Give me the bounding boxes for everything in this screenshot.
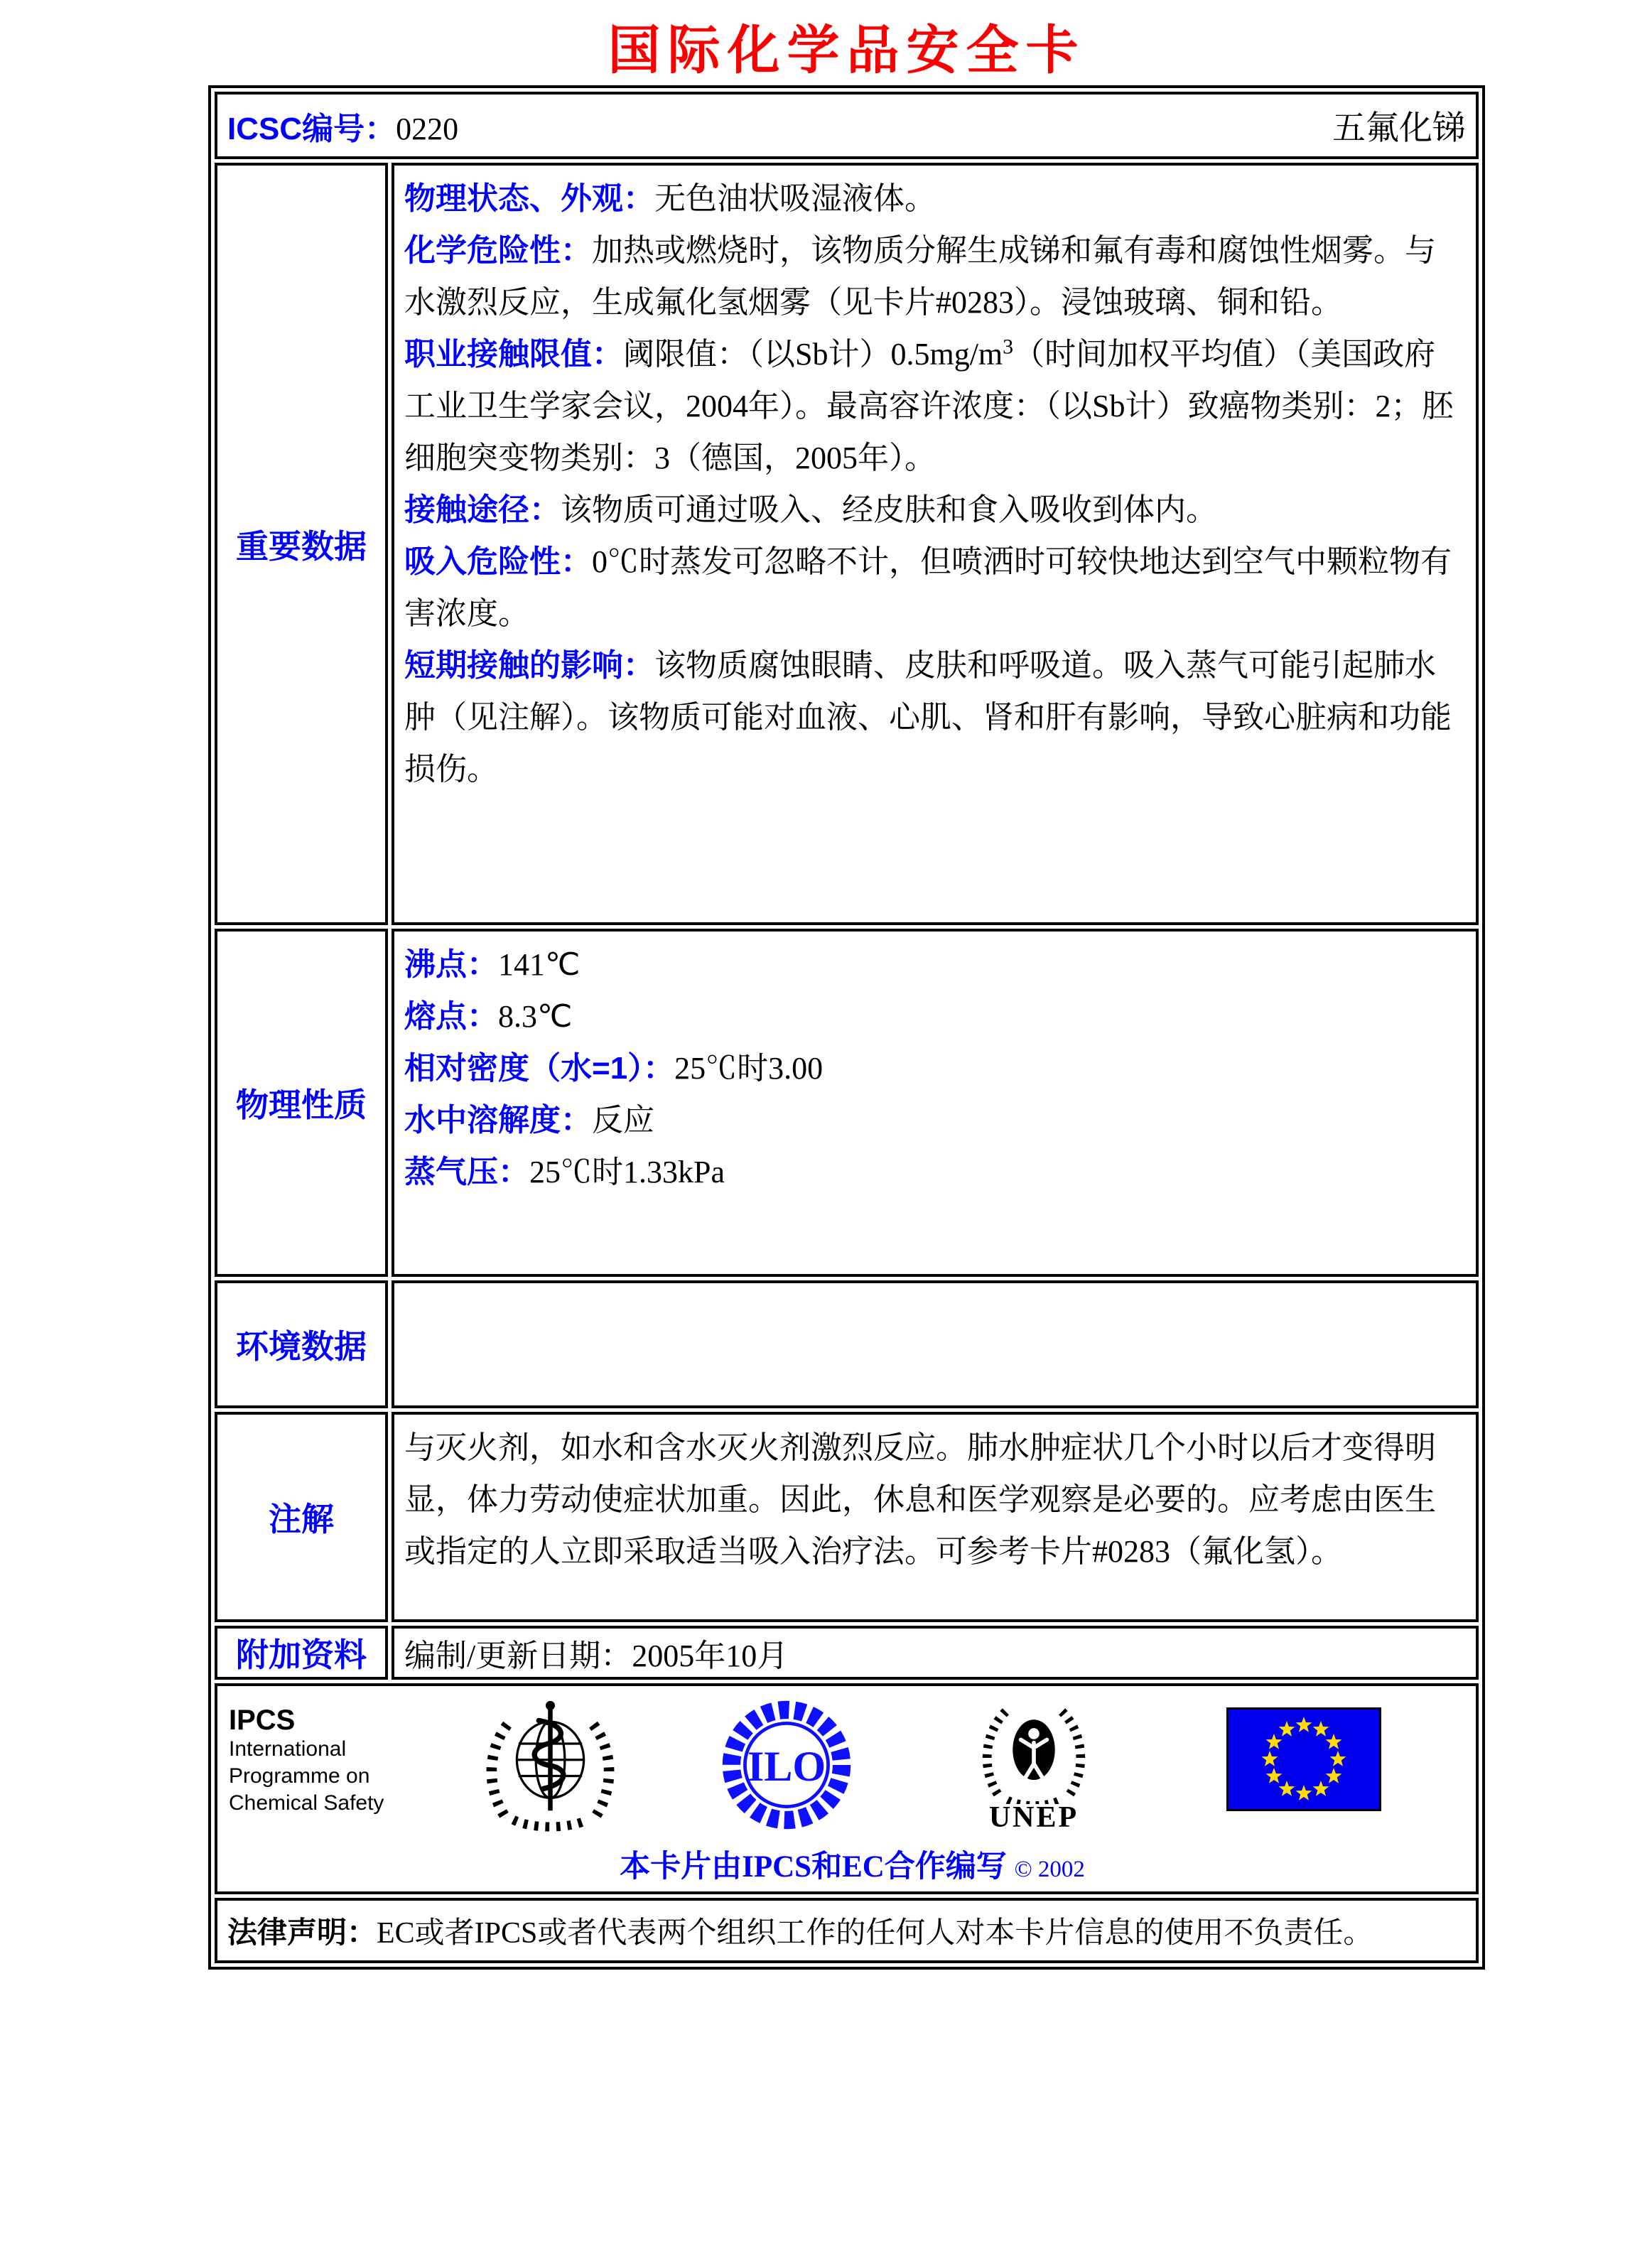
field-label: 熔点： [404, 999, 498, 1034]
row-notes [215, 1412, 1479, 1622]
prop-water-solubility: 水中溶解度：反应 [404, 1103, 654, 1138]
eu-flag-icon [1226, 1707, 1381, 1815]
field-label: 物理状态、外观： [404, 181, 654, 216]
field-inhalation-risk: 吸入危险性：0℃时蒸发可忽略不计，但喷洒时可较快地达到空气中颗粒物有害浓度。 [404, 544, 1452, 631]
ipcs-acronym: IPCS [229, 1705, 296, 1736]
cooperation-caption [229, 1842, 1476, 1886]
prop-boiling-point: 沸点：141℃ [404, 947, 581, 982]
row-physical-properties [215, 929, 1479, 1277]
unep-emblem-icon [973, 1697, 1094, 1832]
field-short-term-effects: 短期接触的影响：该物质腐蚀眼睛、皮肤和呼吸道。吸入蒸气可能引起肺水肿（见注解）。该物质可能对血液、心肌、肾和肝有影响，导致心脏病和功能损伤。 [404, 648, 1452, 787]
field-label: 水中溶解度： [404, 1103, 592, 1138]
legal-notice-text: EC或者IPCS或者代表两个组织工作的任何人对本卡片信息的使用不负责任。 [377, 1917, 1373, 1950]
ilo-emblem-icon [719, 1697, 854, 1836]
superscript: 3 [1003, 335, 1014, 359]
ilo-letters: ILO [747, 1743, 826, 1791]
chemical-name: 五氟化锑 [1332, 110, 1466, 147]
legal-notice [215, 1898, 1479, 1963]
section-label-notes: 注解 [215, 1412, 388, 1622]
section-label-important-data: 重要数据 [215, 163, 388, 925]
icsc-number-value: 0220 [396, 111, 459, 146]
prepared-date-label: 编制/更新日期： [404, 1638, 632, 1673]
card-table [208, 85, 1485, 1970]
notes-content [392, 1412, 1479, 1622]
field-chemical-dangers: 化学危险性：加热或燃烧时，该物质分解生成锑和氟有毒和腐蚀性烟雾。与水激烈反应，生成氟化氢烟雾（见卡片#0283）。浸蚀玻璃、铜和铅。 [404, 233, 1436, 320]
who-emblem-icon [481, 1697, 620, 1840]
caption-text: 本卡片由IPCS和EC合作编写 [620, 1850, 1007, 1884]
copyright-text: © 2002 [1014, 1857, 1085, 1882]
row-logos [215, 1683, 1479, 1894]
row-additional-info [215, 1626, 1479, 1680]
section-label-additional-info: 附加资料 [215, 1626, 388, 1680]
logos-cell [215, 1683, 1479, 1894]
prop-vapour-pressure: 蒸气压：25℃时1.33kPa [404, 1155, 725, 1189]
ipcs-text-block: IPCS International Programme on Chemical Safety [229, 1705, 410, 1817]
field-label: 化学危险性： [404, 233, 592, 268]
notes-text: 与灭火剂，如水和含水灭火剂激烈反应。肺水肿症状几个小时以后才变得明显，体力劳动使症状加重。因此，休息和医学观察是必要的。应考虑由医生或指定的人立即采取适当吸入治疗法。可参考卡片#0283（氟化氢）。 [404, 1430, 1436, 1569]
field-label: 接触途径： [404, 492, 561, 527]
prop-melting-point: 熔点：8.3℃ [404, 999, 573, 1034]
row-legal-notice [215, 1898, 1479, 1963]
unep-letters: UNEP [988, 1801, 1079, 1834]
row-important-data [215, 163, 1479, 925]
field-label: 职业接触限值： [404, 337, 623, 372]
row-environmental-data [215, 1280, 1479, 1408]
field-occupational-exposure-limits: 职业接触限值：阈限值：（以Sb计）$0.5mg/m^3$（时间加权平均值）（美国政府工业卫生学家会议，2004年）。最高容许浓度：（以Sb计）致癌物类别：2；胚细胞突变物类别：3（德国，2005年）。 [404, 335, 1454, 475]
field-physical-state: 物理状态、外观：无色油状吸湿液体。 [404, 181, 936, 216]
field-label: 蒸气压： [404, 1155, 529, 1189]
prop-relative-density: 相对密度（水=1）：25℃时3.00 [404, 1051, 824, 1086]
icsc-number-field [227, 103, 458, 149]
row-header [215, 92, 1479, 159]
field-label: 相对密度（水=1）： [404, 1051, 675, 1086]
section-label-environmental-data: 环境数据 [215, 1280, 388, 1408]
prepared-date-value: 2005年10月 [632, 1638, 789, 1673]
environmental-data-content [392, 1280, 1479, 1408]
icsc-number-label: ICSC编号： [227, 111, 396, 146]
legal-notice-label: 法律声明： [227, 1916, 377, 1949]
section-label-physical-properties: 物理性质 [215, 929, 388, 1277]
physical-properties-content [392, 929, 1479, 1277]
header-cell [215, 92, 1479, 159]
field-label: 沸点： [404, 947, 498, 982]
field-label: 短期接触的影响： [404, 648, 654, 683]
field-routes-of-exposure: 接触途径：该物质可通过吸入、经皮肤和食入吸收到体内。 [404, 492, 1217, 527]
page-title: 国际化学品安全卡 [608, 22, 1086, 80]
field-label: 吸入危险性： [404, 544, 592, 579]
important-data-content [392, 163, 1479, 925]
additional-info-content [392, 1626, 1479, 1680]
